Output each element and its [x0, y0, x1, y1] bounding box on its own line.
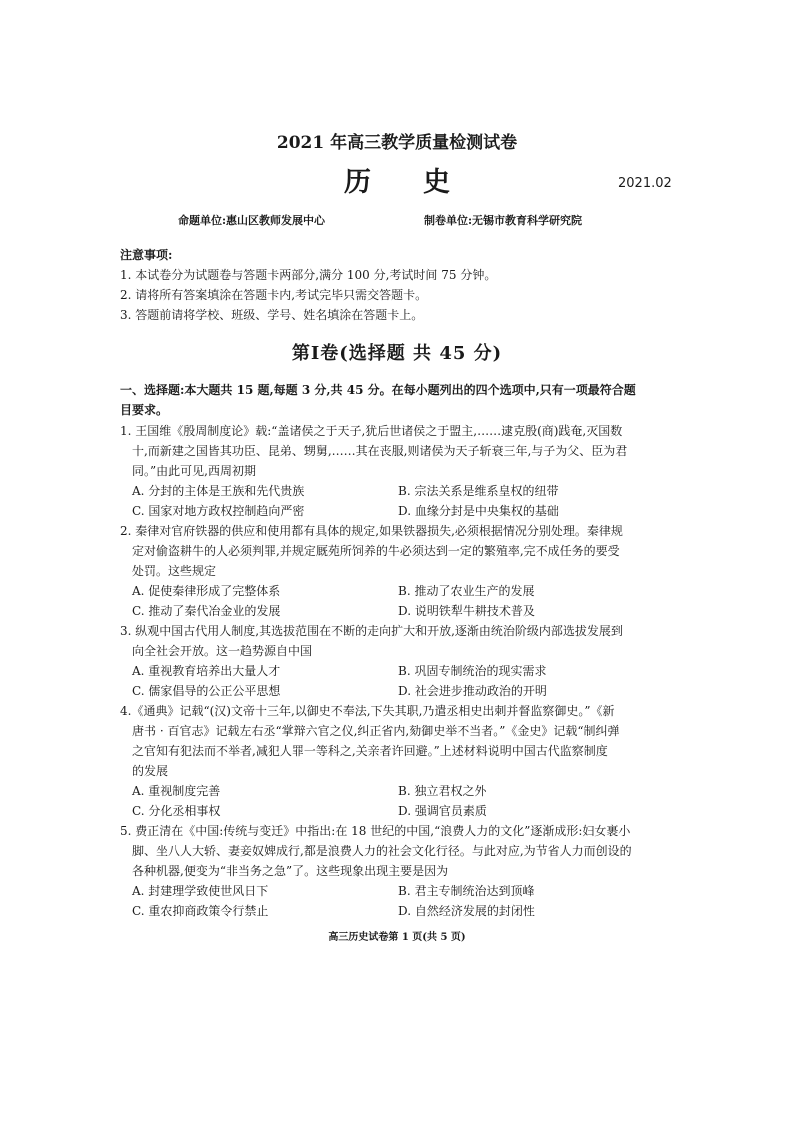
exam-title: 2021 年高三教学质量检测试卷 — [276, 133, 518, 153]
question-2-stem: 定对偷盗耕牛的人必须判罪,并规定厩苑所饲养的牛必须达到一定的繁殖率,完不成任务的要受 — [132, 544, 620, 558]
maker-unit: 制卷单位:无锡市教育科学研究院 — [424, 214, 583, 227]
question-4-stem: 的发展 — [132, 764, 169, 778]
question-4-stem: 4.《通典》记载“(汉)文帝十三年,以御史不奉法,下失其职,乃遣丞相史出刺并督监察御史。”《新 — [120, 704, 615, 718]
question-1-stem: 十,而新建之国皆其功臣、昆弟、甥舅,……其在丧服,则诸侯为天子斩衰三年,与子为父、臣为君 — [132, 444, 628, 458]
question-4-option-b: B. 独立君权之外 — [398, 784, 487, 798]
question-5-option-d: D. 自然经济发展的封闭性 — [398, 904, 535, 918]
question-1-option-d: D. 血缘分封是中央集权的基础 — [398, 504, 559, 518]
question-5-stem: 脚、坐八人大轿、妻妾奴婢成行,都是浪费人力的社会文化行径。与此对应,为节省人力而创设的 — [132, 844, 632, 858]
question-2-option-c: C. 推动了秦代冶金业的发展 — [132, 604, 281, 618]
question-3-option-a: A. 重视教育培养出大量人才 — [132, 664, 281, 678]
notice-item: 3. 答题前请将学校、班级、学号、姓名填涂在答题卡上。 — [120, 308, 424, 322]
question-5-stem: 各种机器,便变为“非当务之急”了。这些现象出现主要是因为 — [132, 864, 449, 878]
notice-heading: 注意事项: — [120, 248, 173, 262]
notice-item: 1. 本试卷分为试题卷与答题卡两部分,满分 100 分,考试时间 75 分钟。 — [120, 268, 497, 282]
question-3-option-c: C. 儒家倡导的公正公平思想 — [132, 684, 281, 698]
compiler-unit: 命题单位:惠山区教师发展中心 — [178, 214, 326, 227]
question-1-stem: 同。”由此可见,西周初期 — [132, 464, 256, 478]
question-3-stem: 向全社会开放。这一趋势源自中国 — [132, 644, 313, 658]
part-title: 第Ⅰ卷(选择题 共 45 分) — [291, 343, 503, 364]
question-2-option-a: A. 促使秦律形成了完整体系 — [132, 584, 281, 598]
question-3-option-b: B. 巩固专制统治的现实需求 — [398, 664, 547, 678]
question-1-option-c: C. 国家对地方政权控制趋向严密 — [132, 504, 305, 518]
page-footer: 高三历史试卷第 1 页(共 5 页) — [328, 932, 466, 943]
question-1-stem: 1. 王国维《殷周制度论》载:“盖诸侯之于天子,犹后世诸侯之于盟主,……逮克殷(商)践奄,灭国数 — [120, 424, 623, 438]
question-4-option-d: D. 强调官员素质 — [398, 804, 487, 818]
question-4-stem: 之官知有犯法而不举者,减犯人罪一等科之,关亲者许回避。”上述材料说明中国古代监察制度 — [132, 744, 608, 758]
notice-item: 2. 请将所有答案填涂在答题卡内,考试完毕只需交答题卡。 — [120, 288, 428, 302]
question-1-option-a: A. 分封的主体是王族和先代贵族 — [132, 484, 305, 498]
question-2-stem: 处罚。这些规定 — [132, 564, 217, 578]
question-4-stem: 唐书 · 百官志》记载左右丞“掌辩六官之仪,纠正省内,劾御史举不当者。”《金史》记载“制纠弹 — [132, 724, 620, 738]
question-5-option-c: C. 重农抑商政策令行禁止 — [132, 904, 269, 918]
section-intro: 目要求。 — [120, 403, 169, 417]
question-3-stem: 3. 纵观中国古代用人制度,其选拔范围在不断的走向扩大和开放,逐渐由统治阶级内部选拔发展到 — [120, 624, 623, 638]
question-2-stem: 2. 秦律对官府铁器的供应和使用都有具体的规定,如果铁器损失,必须根据情况分别处理。秦律规 — [120, 524, 623, 538]
question-4-option-c: C. 分化丞相事权 — [132, 804, 221, 818]
question-5-option-b: B. 君主专制统治达到顶峰 — [398, 884, 535, 898]
subject-title: 历史 — [344, 167, 502, 198]
question-1-option-b: B. 宗法关系是维系皇权的纽带 — [398, 484, 559, 498]
question-5-option-a: A. 封建理学致使世风日下 — [132, 884, 269, 898]
question-2-option-d: D. 说明铁犁牛耕技术普及 — [398, 604, 535, 618]
question-3-option-d: D. 社会进步推动政治的开明 — [398, 684, 547, 698]
exam-date: 2021.02 — [618, 176, 672, 191]
question-4-option-a: A. 重视制度完善 — [132, 784, 221, 798]
question-5-stem: 5. 费正清在《中国:传统与变迁》中指出:在 18 世纪的中国,“浪费人力的文化”逐渐成形:妇女裹小 — [120, 824, 631, 838]
question-2-option-b: B. 推动了农业生产的发展 — [398, 584, 535, 598]
section-intro: 一、选择题:本大题共 15 题,每题 3 分,共 45 分。在每小题列出的四个选项中,只有一项最符合题 — [120, 383, 636, 397]
